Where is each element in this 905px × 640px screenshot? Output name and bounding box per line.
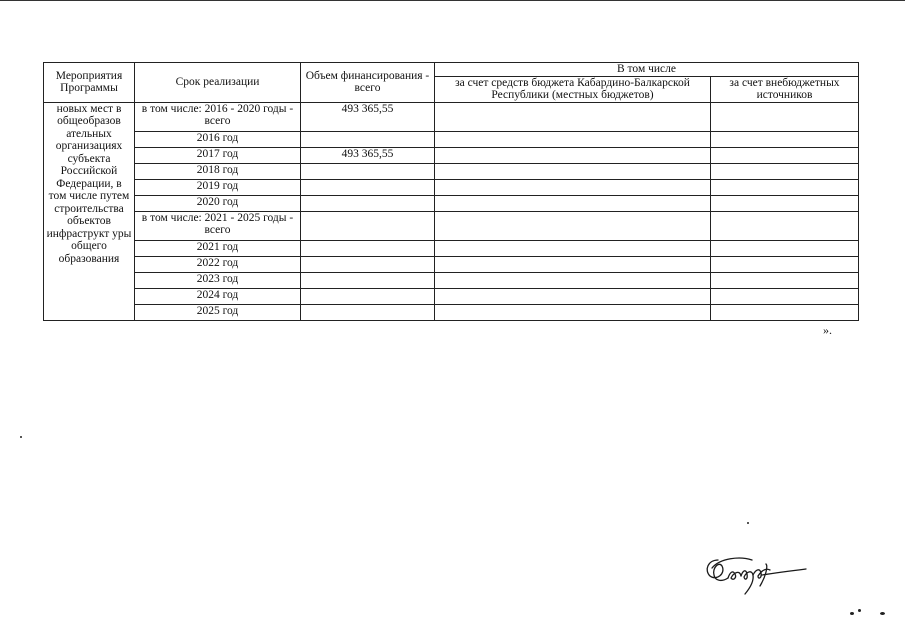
period-cell: 2022 год bbox=[135, 256, 301, 272]
table-row bbox=[44, 211, 859, 240]
header-event: Мероприятия Программы bbox=[44, 63, 135, 103]
header-period: Срок реализации bbox=[135, 63, 301, 103]
period-cell: 2019 год bbox=[135, 179, 301, 195]
table-row bbox=[44, 288, 859, 304]
scan-speck bbox=[880, 612, 885, 615]
event-description-cell: новых мест в общеобразов ательных организациях субъекта Российской Федерации, в том числе путем строительства объектов инфраструкт уры общего образования bbox=[44, 102, 135, 320]
budget-cell bbox=[435, 240, 711, 256]
scan-speck bbox=[858, 609, 861, 612]
volume-cell bbox=[301, 131, 435, 147]
volume-cell bbox=[301, 272, 435, 288]
header-volume: Объем финансирования - всего bbox=[301, 63, 435, 103]
table-row bbox=[44, 163, 859, 179]
budget-cell bbox=[435, 131, 711, 147]
offbudget-cell bbox=[711, 195, 859, 211]
period-cell: 2017 год bbox=[135, 147, 301, 163]
period-cell: 2020 год bbox=[135, 195, 301, 211]
top-border-line bbox=[0, 0, 905, 1]
offbudget-cell bbox=[711, 256, 859, 272]
period-cell: в том числе: 2021 - 2025 годы - всего bbox=[135, 211, 301, 240]
offbudget-cell bbox=[711, 288, 859, 304]
scan-speck bbox=[20, 436, 22, 438]
offbudget-cell bbox=[711, 163, 859, 179]
table-row bbox=[44, 256, 859, 272]
program-funding-table bbox=[43, 62, 859, 321]
scan-speck bbox=[747, 522, 749, 524]
table-row bbox=[44, 147, 859, 163]
table-row bbox=[44, 131, 859, 147]
budget-cell bbox=[435, 102, 711, 131]
volume-cell bbox=[301, 304, 435, 320]
volume-cell bbox=[301, 195, 435, 211]
offbudget-cell bbox=[711, 102, 859, 131]
period-cell: 2024 год bbox=[135, 288, 301, 304]
budget-cell bbox=[435, 304, 711, 320]
offbudget-cell bbox=[711, 304, 859, 320]
table-row bbox=[44, 240, 859, 256]
handwritten-signature-icon bbox=[700, 548, 810, 600]
offbudget-cell bbox=[711, 147, 859, 163]
table-row bbox=[44, 102, 859, 131]
budget-cell bbox=[435, 256, 711, 272]
period-cell: 2021 год bbox=[135, 240, 301, 256]
budget-cell bbox=[435, 195, 711, 211]
scan-speck bbox=[850, 612, 854, 615]
table-row bbox=[44, 195, 859, 211]
period-cell: 2023 год bbox=[135, 272, 301, 288]
budget-cell bbox=[435, 272, 711, 288]
volume-cell bbox=[301, 163, 435, 179]
offbudget-cell bbox=[711, 179, 859, 195]
volume-cell bbox=[301, 288, 435, 304]
table-row bbox=[44, 179, 859, 195]
table-row bbox=[44, 304, 859, 320]
header-budget: за счет средств бюджета Кабардино-Балкарской Республики (местных бюджетов) bbox=[435, 76, 711, 102]
offbudget-cell bbox=[711, 211, 859, 240]
closing-quote-mark: ». bbox=[823, 323, 832, 337]
budget-cell bbox=[435, 147, 711, 163]
volume-cell bbox=[301, 240, 435, 256]
period-cell: 2016 год bbox=[135, 131, 301, 147]
volume-cell bbox=[301, 211, 435, 240]
budget-cell bbox=[435, 179, 711, 195]
offbudget-cell bbox=[711, 240, 859, 256]
volume-cell: 493 365,55 bbox=[301, 147, 435, 163]
period-cell: 2018 год bbox=[135, 163, 301, 179]
period-cell: в том числе: 2016 - 2020 годы - всего bbox=[135, 102, 301, 131]
header-including: В том числе bbox=[435, 63, 859, 77]
table-row bbox=[44, 272, 859, 288]
volume-cell: 493 365,55 bbox=[301, 102, 435, 131]
header-offbudget: за счет внебюджетных источников bbox=[711, 76, 859, 102]
budget-cell bbox=[435, 163, 711, 179]
offbudget-cell bbox=[711, 131, 859, 147]
budget-cell bbox=[435, 288, 711, 304]
period-cell: 2025 год bbox=[135, 304, 301, 320]
volume-cell bbox=[301, 256, 435, 272]
budget-cell bbox=[435, 211, 711, 240]
volume-cell bbox=[301, 179, 435, 195]
offbudget-cell bbox=[711, 272, 859, 288]
